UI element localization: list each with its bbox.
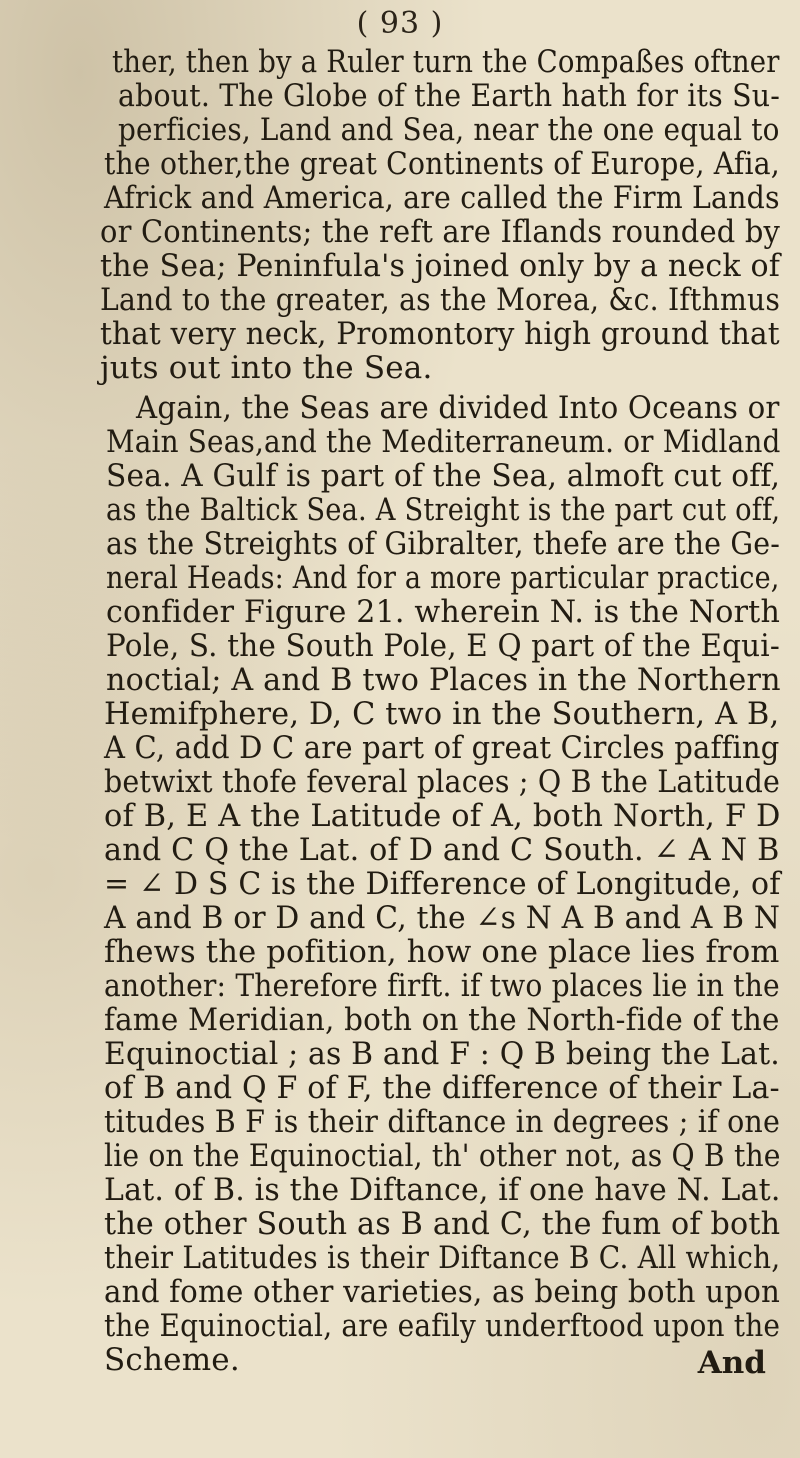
text-line: Again, the Seas are divided Into Oceans or bbox=[136, 390, 780, 426]
text-line: and fome other varieties, as being both upon bbox=[104, 1274, 781, 1310]
text-line: Hemifphere, D, C two in the Southern, A B, bbox=[104, 696, 780, 732]
text-line: the Equinoctial, are eafily underftood upon the bbox=[104, 1308, 781, 1344]
text-line: of B, E A the Latitude of A, both North, F D bbox=[104, 798, 781, 834]
text-line: Equinoctial ; as B and F : Q B being the Lat. bbox=[104, 1036, 780, 1072]
text-line: Lat. of B. is the Diftance, if one have N. Lat. bbox=[104, 1172, 781, 1208]
text-line: Africk and America, are called the Firm Lands bbox=[104, 180, 780, 216]
text-line: and C Q the Lat. of D and C South. ∠ A N B bbox=[104, 832, 780, 868]
text-line: fhews the pofition, how one place lies from bbox=[104, 934, 780, 970]
text-line: as the Baltick Sea. A Streight is the part cut off, bbox=[106, 492, 781, 528]
text-line: their Latitudes is their Diftance B C. All which, bbox=[104, 1240, 781, 1276]
text-line: the Sea; Peninfula's joined only by a neck of bbox=[100, 248, 781, 284]
text-line: betwixt thofe feveral places ; Q B the Latitude bbox=[104, 764, 781, 800]
text-line: or Continents; the reft are Iflands rounded by bbox=[100, 214, 781, 250]
text-line: noctial; A and B two Places in the Northern bbox=[106, 662, 781, 698]
text-line: Land to the greater, as the Morea, &c. Ifthmus bbox=[100, 282, 781, 318]
text-line: that very neck, Promontory high ground that bbox=[100, 316, 780, 352]
text-line: Sea. A Gulf is part of the Sea, almoft cut off, bbox=[106, 458, 781, 494]
text-line: Pole, S. the South Pole, E Q part of the Equi- bbox=[106, 628, 780, 664]
text-line: as the Streights of Gibralter, thefe are the Ge- bbox=[106, 526, 781, 562]
text-line: of B and Q F of F, the difference of their La- bbox=[104, 1070, 780, 1106]
text-line: Scheme. bbox=[104, 1342, 240, 1378]
text-line: fame Meridian, both on the North-fide of the bbox=[104, 1002, 780, 1038]
text-line: Main Seas,and the Mediterraneum. or Midland bbox=[106, 424, 781, 460]
text-line: lie on the Equinoctial, th' other not, as Q B the bbox=[104, 1138, 781, 1174]
text-line: confider Figure 21. wherein N. is the North bbox=[106, 594, 781, 630]
text-line: about. The Globe of the Earth hath for its Su- bbox=[118, 78, 781, 114]
text-line: ther, then by a Ruler turn the Compaßes oftner bbox=[112, 44, 780, 80]
text-line: perficies, Land and Sea, near the one equal to bbox=[118, 112, 780, 148]
text-line: juts out into the Sea. bbox=[100, 350, 433, 386]
text-line: the other South as B and C, the fum of both bbox=[104, 1206, 781, 1242]
catchword: And bbox=[697, 1345, 766, 1381]
text-line: the other,the great Continents of Europe, Afia, bbox=[104, 146, 780, 182]
text-line: A C, add D C are part of great Circles paffing bbox=[104, 730, 780, 766]
text-line: neral Heads: And for a more particular practice, bbox=[106, 560, 780, 596]
text-line: A and B or D and C, the ∠s N A B and A B N bbox=[104, 900, 781, 936]
page-number: ( 93 ) bbox=[356, 6, 444, 41]
text-line: = ∠ D S C is the Difference of Longitude, of bbox=[104, 866, 781, 902]
text-line: another: Therefore firft. if two places lie in the bbox=[104, 968, 780, 1004]
text-line: titudes B F is their diftance in degrees ; if one bbox=[104, 1104, 781, 1140]
